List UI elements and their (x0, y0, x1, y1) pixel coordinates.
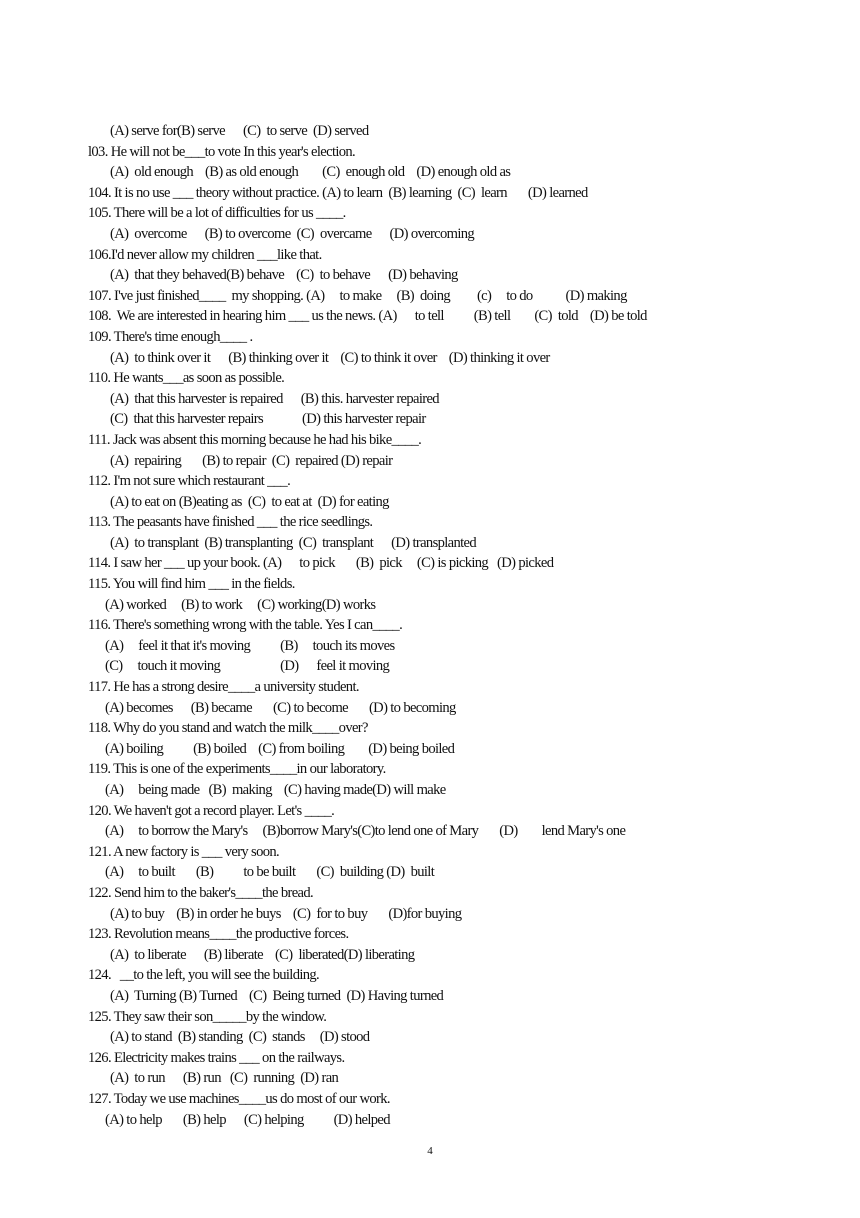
question-stem: 125. They saw their son_____by the window. (88, 1008, 327, 1025)
question-stem: 111. Jack was absent this morning because he had his bike____. (88, 431, 422, 448)
answer-options: (A) that they behaved(B) behave (C) to behave (D) behaving (110, 267, 458, 284)
answer-options: (A) to stand (B) standing (C) stands (D) stood (110, 1029, 370, 1046)
question-stem: 114. I saw her ___ up your book. (A) to pick (B) pick (C) is picking (D) picked (88, 555, 554, 572)
answer-options: (A) feel it that it's moving (B) touch its moves (105, 637, 395, 654)
answer-options: (A) to built (B) to be built (C) building (D) built (105, 864, 435, 881)
question-stem: 107. I've just finished____ my shopping. (A) to make (B) doing (c) to do (D) making (88, 287, 627, 304)
answer-options: (A) to help (B) help (C) helping (D) helped (105, 1111, 390, 1128)
question-stem: 120. We haven't got a record player. Let's ____. (88, 802, 335, 819)
question-stem: 116. There's something wrong with the table. Yes I can____. (88, 617, 403, 634)
question-stem: 109. There's time enough____ . (88, 328, 253, 345)
question-stem: 104. It is no use ___ theory without practice. (A) to learn (B) learning (C) learn (D) learned (88, 184, 588, 201)
answer-options: (A) to run (B) run (C) running (D) ran (110, 1070, 339, 1087)
answer-options: (A) becomes (B) became (C) to become (D) to becoming (105, 699, 456, 716)
answer-options: (A) to eat on (B)eating as (C) to eat at (D) for eating (110, 493, 389, 510)
answer-options: (A) to transplant (B) transplanting (C) transplant (D) transplanted (110, 534, 477, 551)
question-stem: 127. Today we use machines____us do most of our work. (88, 1090, 390, 1107)
answer-options: (A) serve for(B) serve (C) to serve (D) served (110, 123, 369, 139)
question-stem: 122. Send him to the baker's____the bread. (88, 884, 313, 901)
answer-options: (A) to think over it (B) thinking over it (C) to think it over (D) thinking it over (110, 349, 550, 366)
answer-options: (A) Turning (B) Turned (C) Being turned (D) Having turned (110, 987, 444, 1004)
answer-options: (A) to liberate (B) liberate (C) liberated(D) liberating (110, 946, 415, 963)
question-stem: 115. You will find him ___ in the fields. (88, 576, 295, 593)
answer-options: (C) touch it moving (D) feel it moving (105, 658, 390, 675)
question-stem: 118. Why do you stand and watch the milk____over? (88, 720, 368, 737)
answer-options: (A) boiling (B) boiled (C) from boiling (D) being boiled (105, 740, 455, 757)
answer-options: (A) repairing (B) to repair (C) repaired (D) repair (110, 452, 393, 469)
question-stem: 119. This is one of the experiments____in our laboratory. (88, 761, 386, 778)
question-stem: 123. Revolution means____the productive forces. (88, 926, 349, 943)
question-stem: 105. There will be a lot of difficulties for us ____. (88, 205, 346, 222)
answer-options: (A) to borrow the Mary's (B)borrow Mary's(C)to lend one of Mary (D) lend Mary's one (105, 823, 626, 840)
question-stem: 110. He wants___as soon as possible. (88, 370, 285, 387)
question-stem: 113. The peasants have finished ___ the rice seedlings. (88, 514, 373, 531)
answer-options: (A) being made (B) making (C) having made(D) will make (105, 782, 446, 798)
question-stem: l03. He will not be___to vote In this year's election. (88, 143, 356, 160)
answer-options: (A) worked (B) to work (C) working(D) works (105, 596, 376, 613)
page-number: 4 (427, 1145, 433, 1157)
question-list (0, 121, 860, 1130)
answer-options: (C) that this harvester repairs (D) this harvester repair (110, 411, 426, 428)
question-stem: 106.I'd never allow my children ___like that. (88, 246, 322, 263)
question-stem: 117. He has a strong desire____a university student. (88, 679, 359, 696)
question-stem: 126. Electricity makes trains ___ on the railways. (88, 1049, 345, 1066)
answer-options: (A) that this harvester is repaired (B) this. harvester repaired (110, 390, 439, 407)
question-stem: 124. __to the left, you will see the building. (88, 967, 320, 984)
answer-options: (A) to buy (B) in order he buys (C) for to buy (D)for buying (110, 905, 462, 922)
question-stem: 121. A new factory is ___ very soon. (88, 843, 280, 860)
answer-options: (A) old enough (B) as old enough (C) enough old (D) enough old as (110, 164, 511, 181)
answer-options: (A) overcome (B) to overcome (C) overcame (D) overcoming (110, 225, 475, 242)
question-stem: 112. I'm not sure which restaurant ___. (88, 473, 291, 490)
question-stem: 108. We are interested in hearing him ___ us the news. (A) to tell (B) tell (C) told (D) be told (88, 308, 647, 325)
